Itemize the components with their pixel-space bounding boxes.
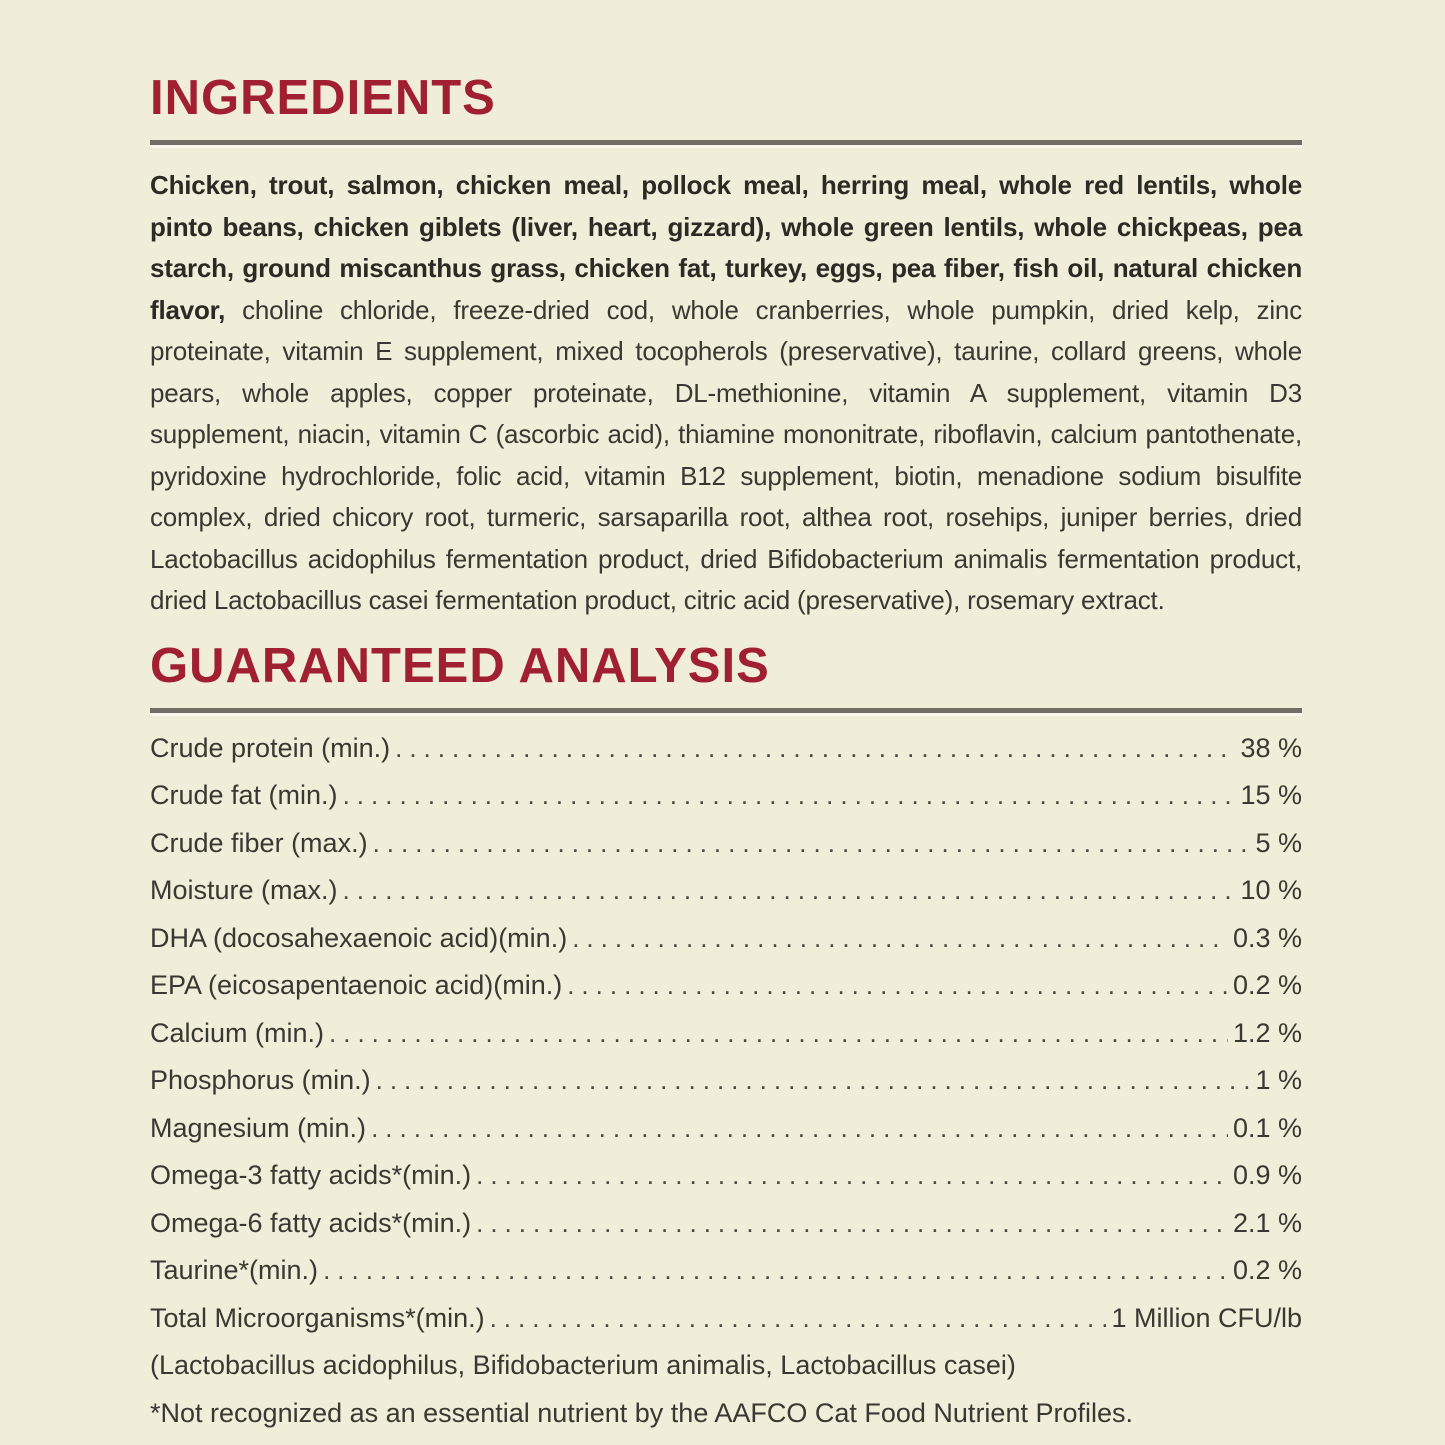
analysis-row-label: Phosphorus (min.) — [150, 1065, 371, 1095]
dot-leader — [373, 820, 1251, 868]
analysis-row — [150, 820, 1302, 868]
analysis-row-value: 0.2 % — [1232, 1255, 1302, 1285]
dot-leader — [567, 962, 1228, 1010]
analysis-row-value: 15 % — [1240, 780, 1302, 810]
ingredients-title: INGREDIENTS — [150, 71, 496, 125]
guaranteed-analysis-divider — [150, 708, 1302, 713]
dot-leader — [371, 1105, 1228, 1153]
analysis-row-label: Omega-6 fatty acids*(min.) — [150, 1207, 472, 1238]
analysis-row-label: Magnesium (min.) — [150, 1112, 367, 1143]
analysis-row — [150, 1152, 1302, 1200]
analysis-row-value: 0.9 % — [1232, 1160, 1302, 1190]
analysis-row-label: Crude protein (min.) — [150, 732, 391, 763]
analysis-row — [150, 1105, 1302, 1153]
dot-leader — [395, 725, 1235, 773]
dot-leader — [476, 1152, 1228, 1200]
analysis-row — [150, 1247, 1302, 1295]
dot-leader — [572, 915, 1228, 963]
analysis-row — [150, 1010, 1302, 1058]
analysis-row-value: 0.2 % — [1232, 970, 1302, 1000]
analysis-row — [150, 915, 1302, 963]
analysis-row-label: DHA (docosahexaenoic acid)(min.) — [150, 922, 568, 953]
analysis-row — [150, 867, 1302, 915]
analysis-row-value: 2.1 % — [1232, 1207, 1302, 1238]
analysis-row-label: Taurine*(min.) — [150, 1255, 319, 1285]
dot-leader — [476, 1200, 1228, 1248]
analysis-row — [150, 1295, 1302, 1343]
analysis-row-value: 38 % — [1240, 732, 1302, 763]
guaranteed-analysis-section — [150, 638, 1302, 1438]
ingredients-text — [150, 165, 1302, 622]
analysis-row-value: 1.2 % — [1232, 1017, 1302, 1048]
analysis-row-value: 5 % — [1255, 827, 1302, 858]
guaranteed-analysis-title: GUARANTEED ANALYSIS — [150, 638, 770, 693]
analysis-row-label: Crude fat (min.) — [150, 780, 338, 810]
analysis-row-label: Crude fiber (max.) — [150, 827, 368, 858]
ingredients-divider — [150, 140, 1302, 145]
dot-leader — [343, 772, 1236, 820]
dot-leader — [490, 1295, 1107, 1343]
analysis-row-label: Calcium (min.) — [150, 1017, 325, 1048]
analysis-row-label: Omega-3 fatty acids*(min.) — [150, 1160, 472, 1190]
analysis-table — [150, 725, 1302, 1343]
ingredients-secondary-list: choline chloride, freeze-dried cod, whole cranberries, whole pumpkin, dried kelp, zinc proteinate, vitamin E supplement, mixed tocopherols (preservative), taurine, collard greens, whole pears, whole apples, copper proteinate, DL-methionine, vitamin A supplement, vitamin D3 supplement, niacin, vitamin C (ascorbic acid), thiamine mononitrate, riboflavin, calcium pantothenate, pyridoxine hydrochloride, folic acid, vitamin B12 supplement, biotin, menadione sodium bisulfite complex, dried chicory root, turmeric, sarsaparilla root, althea root, rosehips, juniper berries, dried Lactobacillus acidophilus fermentation product, dried Bifidobacterium animalis fermentation product, dried Lactobacillus casei fermentation product, citric acid (preservative), rosemary extract. — [150, 294, 1302, 615]
analysis-row-value: 0.1 % — [1232, 1112, 1302, 1143]
analysis-row-label: EPA (eicosapentaenoic acid)(min.) — [150, 970, 563, 1000]
analysis-row — [150, 962, 1302, 1010]
analysis-row — [150, 725, 1302, 773]
ingredients-section — [150, 70, 1302, 622]
analysis-row — [150, 772, 1302, 820]
analysis-row-value: 10 % — [1240, 875, 1302, 905]
microorganisms-note: (Lactobacillus acidophilus, Bifidobacterium animalis, Lactobacillus casei) — [150, 1350, 1016, 1380]
analysis-row-value: 1 % — [1255, 1065, 1302, 1095]
dot-leader — [376, 1057, 1251, 1105]
analysis-row — [150, 1057, 1302, 1105]
aafco-footnote: *Not recognized as an essential nutrient by the AAFCO Cat Food Nutrient Profiles. — [150, 1397, 1133, 1428]
analysis-row-label: Moisture (max.) — [150, 875, 338, 905]
analysis-row-label: Total Microorganisms*(min.) — [150, 1302, 485, 1333]
analysis-row-value: 0.3 % — [1232, 922, 1302, 953]
ingredients-primary-list: Chicken, trout, salmon, chicken meal, pollock meal, herring meal, whole red lentils, whole pinto beans, chicken giblets (liver, heart, gizzard), whole green lentils, whole chickpeas, pea starch, ground miscanthus grass, chicken fat, turkey, eggs, pea fiber, fish oil, natural chicken flavor, — [150, 170, 1302, 325]
analysis-row-value: 1 Million CFU/lb — [1111, 1302, 1302, 1333]
analysis-row — [150, 1200, 1302, 1248]
dot-leader — [343, 867, 1236, 915]
dot-leader — [323, 1247, 1228, 1295]
dot-leader — [329, 1010, 1228, 1058]
